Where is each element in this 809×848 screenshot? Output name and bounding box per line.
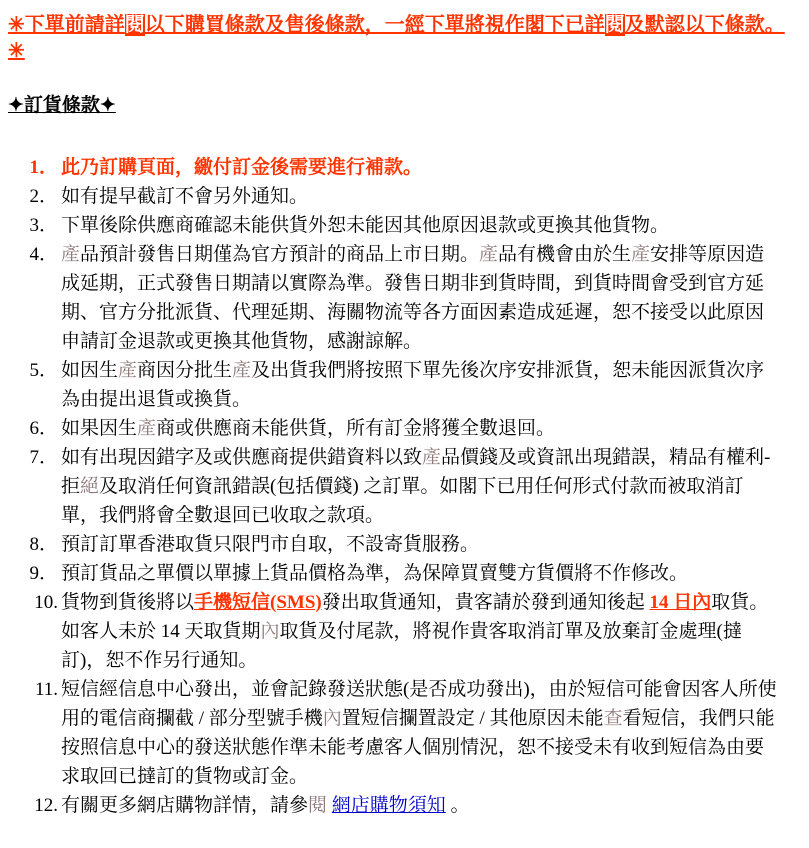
text-segment: 預訂訂單香港取貨只限門市自取，不設寄貨服務。	[61, 534, 480, 555]
store-shopping-guide-link[interactable]: 網店購物須知	[331, 795, 446, 816]
text-segment: 閱	[124, 14, 145, 36]
text-segment: 閱	[308, 795, 328, 816]
purchase-notice-banner	[8, 12, 795, 64]
text-segment: 發出取貨通知，貴客請於發到通知後起	[321, 592, 650, 613]
text-segment: 取貨。如客人未於 14 天取貨期	[61, 592, 769, 642]
text-segment: 產	[422, 447, 442, 468]
text-segment: 手機短信(SMS)	[194, 592, 322, 613]
term-number: 1．	[29, 157, 58, 178]
text-segment: 產	[631, 244, 651, 265]
text-segment: 如有出現因錯字及或供應商提供錯資料以致	[61, 447, 423, 468]
text-segment: 產	[232, 360, 252, 381]
term-item	[8, 588, 795, 675]
text-segment: 查	[603, 708, 623, 729]
term-number: 10.	[34, 592, 58, 613]
terms-list	[8, 153, 795, 848]
text-segment: 以下購買條款及售後條款，一經下單將視作閣下已詳	[144, 14, 605, 36]
text-segment: 置短信攔置設定 / 其他原因未能	[341, 708, 604, 729]
text-segment: 閱	[604, 14, 625, 36]
text-segment: 產	[118, 360, 138, 381]
text-segment: 安排等原因造成延期，正式發售日期請以實際為準。發售日期非到貨時間，到貨時間會受到官方延期、官方分批派貨、代理延期、海關物流等各方面因素造成延遲，恕不接受以此原因申請訂金退款或更換其他貨物，感謝諒解。	[61, 244, 765, 352]
text-segment: 商或供應商未能供貨，所有訂金將獲全數退回。	[156, 418, 556, 439]
term-item	[8, 443, 795, 530]
text-segment: 絕	[80, 476, 100, 497]
text-segment: 。	[445, 795, 470, 816]
term-item	[8, 182, 795, 211]
text-segment: 有關更多網店購物詳情，請參	[61, 795, 309, 816]
text-segment: 預訂貨品之單價以單據上貨品價格為準，為保障買賣雙方貨價將不作修改。	[61, 563, 689, 584]
text-segment: 商因分批生	[137, 360, 233, 381]
text-segment: 取貨及付尾款，將視作貴客取消訂單及放棄訂金處理(撻訂)，恕不作另行通知。	[61, 621, 742, 671]
term-item	[8, 559, 795, 588]
term-number: 5．	[29, 360, 58, 381]
text-segment: 品預計發售日期僅為官方預計的商品上市日期。	[80, 244, 480, 265]
text-segment: 如因生	[61, 360, 119, 381]
term-number: 8．	[29, 534, 58, 555]
section-heading-order-terms: ✦訂貨條款✦	[8, 95, 116, 116]
text-segment: 貨物到貨後將以	[61, 592, 195, 613]
term-item	[8, 530, 795, 559]
term-item	[8, 414, 795, 443]
text-segment: 內	[322, 708, 342, 729]
text-segment: 看短信，我們只能按照信息中心的發送狀態作準未能考慮客人個別情況，恕不接受未有收到短信為由要求取回已撻訂的貨物或訂金。	[61, 708, 775, 787]
term-item	[8, 211, 795, 240]
term-number: 4．	[29, 244, 58, 265]
text-segment: 及默認以下條款。✳	[8, 14, 785, 62]
text-segment: 14 日內	[649, 592, 712, 613]
text-segment: 此乃訂購頁面，繳付訂金後需要進行補款。	[61, 157, 423, 178]
text-segment: 如有提早截訂不會另外通知。	[61, 186, 309, 207]
text-segment: 品價錢及或資訊出現錯誤，精品有權利-拒	[61, 447, 771, 497]
text-segment: 如果因生	[61, 418, 138, 439]
text-segment: 產	[61, 244, 81, 265]
text-segment: 短信經信息中心發出，並會記錄發送狀態(是否成功發出)，由於短信可能會因客人所使用的電信商攔截 / 部分型號手機	[61, 679, 777, 729]
term-number: 9．	[29, 563, 58, 584]
text-segment: 及取消任何資訊錯誤(包括價錢) 之訂單。如閣下已用任何形式付款而被取消訂單，我們將會全數退回已收取之款項。	[61, 476, 744, 526]
term-item	[8, 791, 795, 820]
section-heading-wrap	[8, 64, 795, 117]
term-number: 7．	[29, 447, 58, 468]
term-item	[8, 153, 795, 182]
term-number: 12.	[34, 795, 58, 816]
text-segment: ✳下單前請詳	[8, 14, 125, 36]
term-number: 11.	[34, 679, 58, 700]
term-item	[8, 240, 795, 356]
term-number: 3．	[29, 215, 58, 236]
term-item	[8, 356, 795, 414]
text-segment: 產	[479, 244, 499, 265]
text-segment: 下單後除供應商確認未能供貨外恕未能因其他原因退款或更換其他貨物。	[61, 215, 670, 236]
text-segment: 內	[260, 621, 280, 642]
text-segment: 及出貨我們將按照下單先後次序安排派貨，恕未能因派貨次序為由提出退貨或換貨。	[61, 360, 765, 410]
text-segment: 品有機會由於生	[498, 244, 632, 265]
term-number: 6．	[29, 418, 58, 439]
term-number: 2．	[29, 186, 58, 207]
text-segment: 產	[137, 418, 157, 439]
term-item	[8, 675, 795, 791]
